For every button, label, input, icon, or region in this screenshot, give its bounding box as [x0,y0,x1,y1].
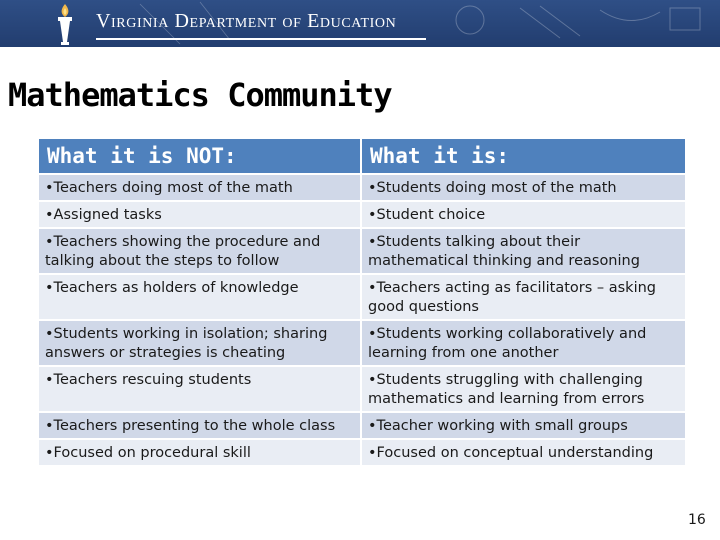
cell-not: •Teachers rescuing students [38,366,361,412]
table-row [38,366,686,412]
cell-not: •Focused on procedural skill [38,439,361,466]
org-name: Virginia Department of Education [96,10,397,32]
banner-underline [96,38,426,40]
cell-not: •Students working in isolation; sharing answers or strategies is cheating [38,320,361,366]
table-row [38,228,686,274]
cell-is: •Students working collaboratively and learning from one another [361,320,686,366]
cell-not: •Teachers doing most of the math [38,174,361,201]
cell-is: •Student choice [361,201,686,228]
comparison-table-container [37,137,685,467]
cell-is: •Teachers acting as facilitators – asking good questions [361,274,686,320]
slide-title: Mathematics Community [8,76,392,114]
cell-not: •Teachers presenting to the whole class [38,412,361,439]
cell-is: •Students struggling with challenging mathematics and learning from errors [361,366,686,412]
cell-is: •Students doing most of the math [361,174,686,201]
cell-not: •Assigned tasks [38,201,361,228]
cell-is: •Focused on conceptual understanding [361,439,686,466]
table-row [38,412,686,439]
table-row [38,320,686,366]
cell-is: •Teacher working with small groups [361,412,686,439]
table-row [38,174,686,201]
header-not: What it is NOT: [38,138,361,174]
comparison-table [37,137,687,467]
cell-not: •Teachers showing the procedure and talking about the steps to follow [38,228,361,274]
cell-not: •Teachers as holders of knowledge [38,274,361,320]
cell-is: •Students talking about their mathematical thinking and reasoning [361,228,686,274]
header-is: What it is: [361,138,686,174]
table-row [38,274,686,320]
page-number: 16 [688,512,706,528]
table-row [38,439,686,466]
header-banner [0,0,720,47]
torch-icon [52,2,78,46]
table-row [38,201,686,228]
table-header-row [38,138,686,174]
